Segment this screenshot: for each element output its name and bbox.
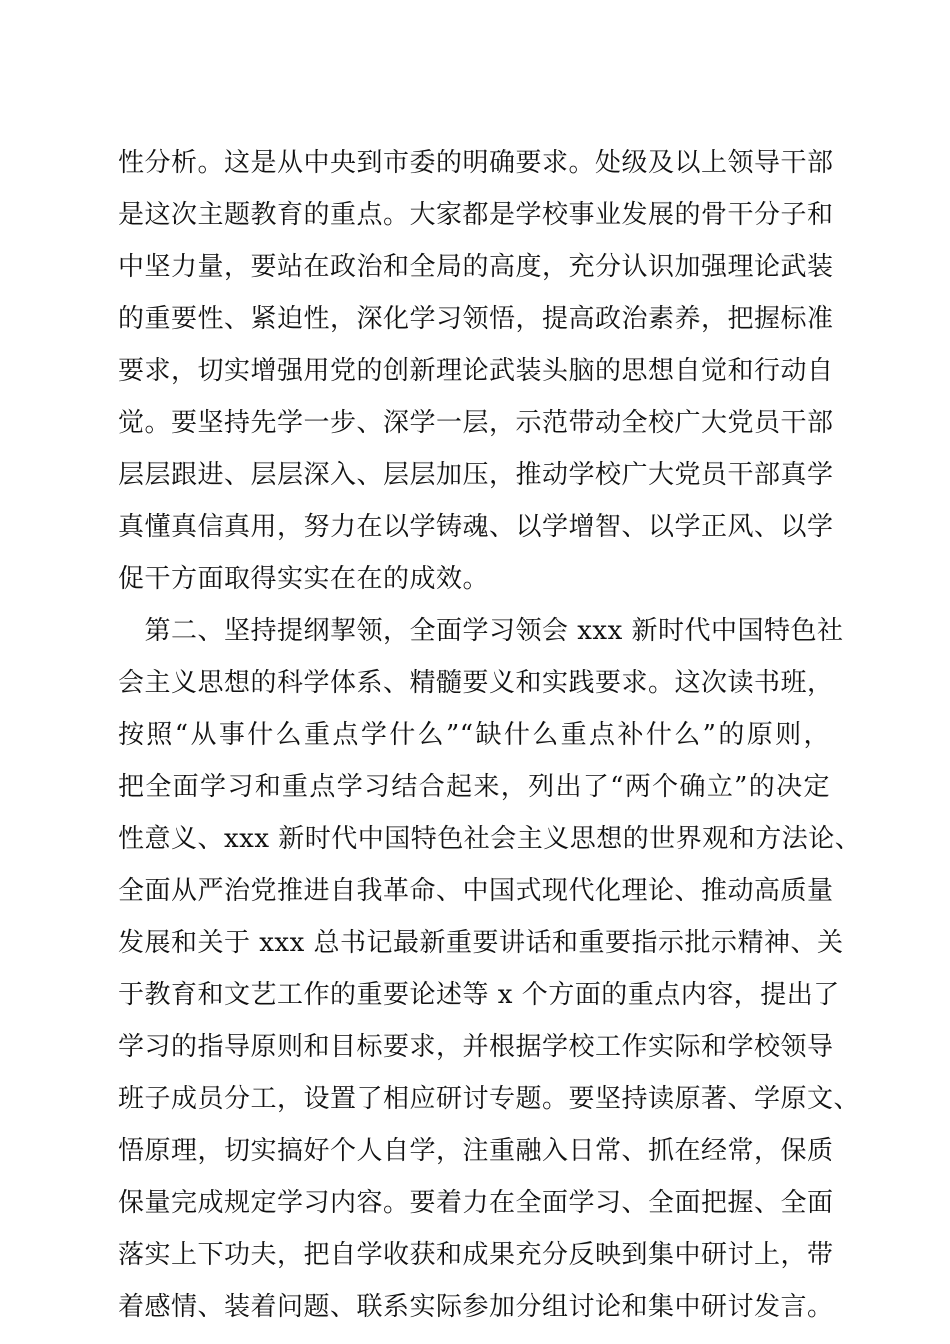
text-line: 性分析。这是从中央到市委的明确要求。处级及以上领导干部 xyxy=(118,148,834,178)
text-line: 会主义思想的科学体系、精髓要义和实践要求。这次读书班， xyxy=(118,668,834,698)
text-line: 着感情、装着问题、联系实际参加分组讨论和集中研讨发言。 xyxy=(118,1292,834,1322)
text-line: 觉。要坚持先学一步、深学一层，示范带动全校广大党员干部 xyxy=(118,408,834,438)
text-line: 班子成员分工，设置了相应研讨专题。要坚持读原著、学原文、 xyxy=(118,1084,861,1114)
text-line: 要求，切实增强用党的创新理论武装头脑的思想自觉和行动自 xyxy=(118,356,834,386)
text-line: 落实上下功夫，把自学收获和成果充分反映到集中研讨上，带 xyxy=(118,1240,834,1270)
text-line: 发展和关于 xxx 总书记最新重要讲话和重要指示批示精神、关 xyxy=(118,928,844,958)
text-line: 于教育和文艺工作的重要论述等 x 个方面的重点内容，提出了 xyxy=(118,980,840,1010)
text-line: 学习的指导原则和目标要求，并根据学校工作实际和学校领导 xyxy=(118,1032,834,1062)
text-line: 促干方面取得实实在在的成效。 xyxy=(118,564,490,594)
text-line: 是这次主题教育的重点。大家都是学校事业发展的骨干分子和 xyxy=(118,200,834,230)
text-line: 保量完成规定学习内容。要着力在全面学习、全面把握、全面 xyxy=(118,1188,834,1218)
text-line: 的重要性、紧迫性，深化学习领悟，提高政治素养，把握标准 xyxy=(118,304,834,334)
text-line: 把全面学习和重点学习结合起来，列出了“两个确立”的决定 xyxy=(118,772,830,802)
text-line: 中坚力量，要站在政治和全局的高度，充分认识加强理论武装 xyxy=(118,252,834,282)
text-line: 层层跟进、层层深入、层层加压，推动学校广大党员干部真学 xyxy=(118,460,834,490)
text-line: 按照“从事什么重点学什么”“缺什么重点补什么”的原则， xyxy=(118,720,830,750)
paragraph-start-line: 第二、坚持提纲挈领，全面学习领会 xxx 新时代中国特色社 xyxy=(118,616,844,646)
text-line: 真懂真信真用，努力在以学铸魂、以学增智、以学正风、以学 xyxy=(118,512,834,542)
text-line: 全面从严治党推进自我革命、中国式现代化理论、推动高质量 xyxy=(118,876,834,906)
text-line: 性意义、xxx 新时代中国特色社会主义思想的世界观和方法论、 xyxy=(118,824,862,854)
document-body xyxy=(118,140,862,1336)
text-line: 悟原理，切实搞好个人自学，注重融入日常、抓在经常，保质 xyxy=(118,1136,834,1166)
